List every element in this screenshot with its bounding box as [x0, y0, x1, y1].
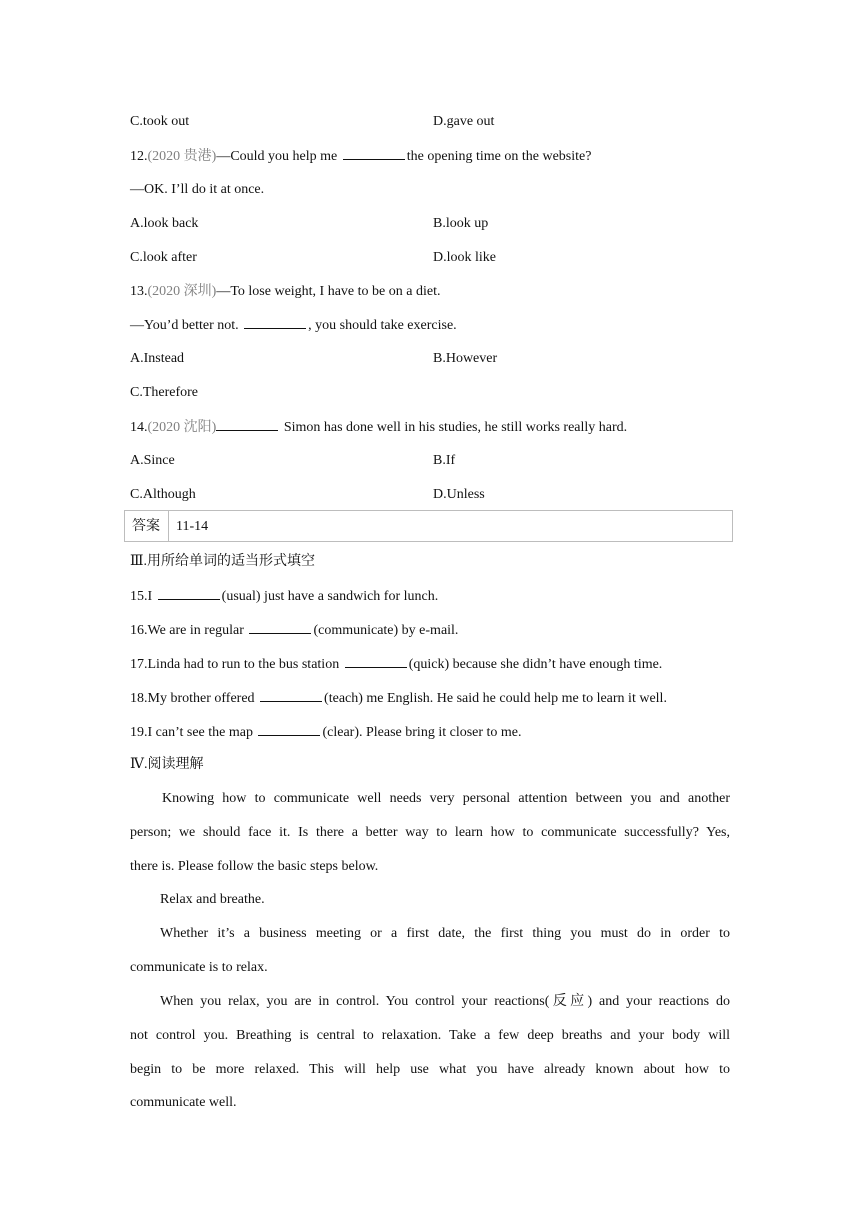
q14-number: 14.	[130, 420, 148, 435]
reading-heading-relax: Relax and breathe.	[160, 892, 265, 907]
p4-line-1: When you relax, you are in control. You control your reactions(反应) and your reactions do	[160, 994, 730, 1009]
q16-pre: 16.We are in regular	[130, 623, 244, 638]
q14-stem	[130, 418, 627, 437]
p4-line-4: communicate well.	[130, 1095, 237, 1111]
q15-blank[interactable]	[158, 587, 220, 600]
p1-line-1: Knowing how to communicate well needs very personal attention between you and another	[162, 791, 730, 806]
q13-reply-post: , you should take exercise.	[308, 318, 457, 333]
p1-line-2: person; we should face it. Is there a better way to learn how to communicate successfully? Yes,	[130, 824, 730, 840]
q17-post: (quick) because she didn’t have enough time.	[408, 657, 663, 672]
reading-paragraph-3	[130, 917, 730, 985]
q19-pre: 19.I can’t see the map	[130, 725, 253, 740]
q16	[130, 621, 458, 640]
q17-pre: 17.Linda had to run to the bus station	[130, 657, 340, 672]
q19	[130, 723, 522, 742]
q18-pre: 18.My brother offered	[130, 691, 255, 706]
q13-number: 13.	[130, 284, 148, 299]
q18	[130, 689, 667, 708]
q12-option-d: D.look like	[433, 250, 496, 265]
q13-stem-text: —To lose weight, I have to be on a diet.	[216, 284, 441, 299]
q18-blank[interactable]	[260, 689, 322, 702]
q11-option-c: C.took out	[130, 114, 190, 129]
q12-option-c: C.look after	[130, 250, 197, 265]
p3-line-1: Whether it’s a business meeting or a first date, the first thing you must do in order to	[160, 926, 730, 941]
q12-option-b: B.look up	[433, 216, 489, 231]
q13-reply	[130, 316, 457, 335]
p4-line-2: not control you. Breathing is central to relaxation. Take a few deep breaths and your body will	[130, 1027, 730, 1043]
q13-stem	[130, 283, 440, 301]
q12-stem-post: the opening time on the website?	[406, 149, 592, 164]
q13-source: (2020 深圳)	[147, 284, 217, 299]
q15-post: (usual) just have a sandwich for lunch.	[221, 589, 439, 604]
q17	[130, 655, 662, 674]
q12-blank[interactable]	[343, 147, 405, 160]
q13-reply-pre: —You’d better not.	[130, 318, 239, 333]
reading-paragraph-4	[130, 985, 730, 1120]
q19-post: (clear). Please bring it closer to me.	[322, 725, 522, 740]
q13-option-b: B.However	[433, 351, 498, 366]
q12-source: (2020 贵港)	[147, 149, 217, 164]
q13-blank[interactable]	[244, 316, 306, 329]
q12-stem-pre: —Could you help me	[216, 149, 338, 164]
q16-blank[interactable]	[249, 621, 311, 634]
q14-blank[interactable]	[216, 418, 278, 431]
reading-paragraph-1	[130, 782, 730, 883]
answer-divider	[168, 511, 169, 541]
q12-stem	[130, 147, 591, 166]
section3-title: Ⅲ.用所给单词的适当形式填空	[130, 554, 316, 569]
q14-option-d: D.Unless	[433, 487, 485, 502]
q17-blank[interactable]	[345, 655, 407, 668]
q16-post: (communicate) by e-mail.	[313, 623, 459, 638]
section4-title: Ⅳ.阅读理解	[130, 757, 204, 772]
q12-reply: —OK. I’ll do it at once.	[130, 182, 265, 197]
q15-pre: 15.I	[130, 589, 153, 604]
q19-blank[interactable]	[258, 723, 320, 736]
q13-option-c: C.Therefore	[130, 385, 199, 400]
q14-source: (2020 沈阳)	[147, 420, 217, 435]
q14-option-b: B.If	[433, 453, 456, 468]
q12-option-a: A.look back	[130, 216, 199, 231]
q11-option-d: D.gave out	[433, 114, 495, 129]
q14-option-a: A.Since	[130, 453, 175, 468]
p4-line-3: begin to be more relaxed. This will help use what you have already known about how to	[130, 1061, 730, 1077]
answer-value: 11-14	[176, 519, 209, 534]
q14-option-c: C.Although	[130, 487, 196, 502]
answer-box	[124, 510, 733, 542]
q12-number: 12.	[130, 149, 148, 164]
q13-option-a: A.Instead	[130, 351, 185, 366]
q15	[130, 587, 438, 606]
answer-label: 答案	[132, 519, 160, 534]
p3-line-2: communicate is to relax.	[130, 959, 268, 975]
q14-stem-post: Simon has done well in his studies, he still works really hard.	[283, 420, 628, 435]
p1-line-3: there is. Please follow the basic steps below.	[130, 858, 379, 874]
q18-post: (teach) me English. He said he could help me to learn it well.	[324, 691, 667, 706]
